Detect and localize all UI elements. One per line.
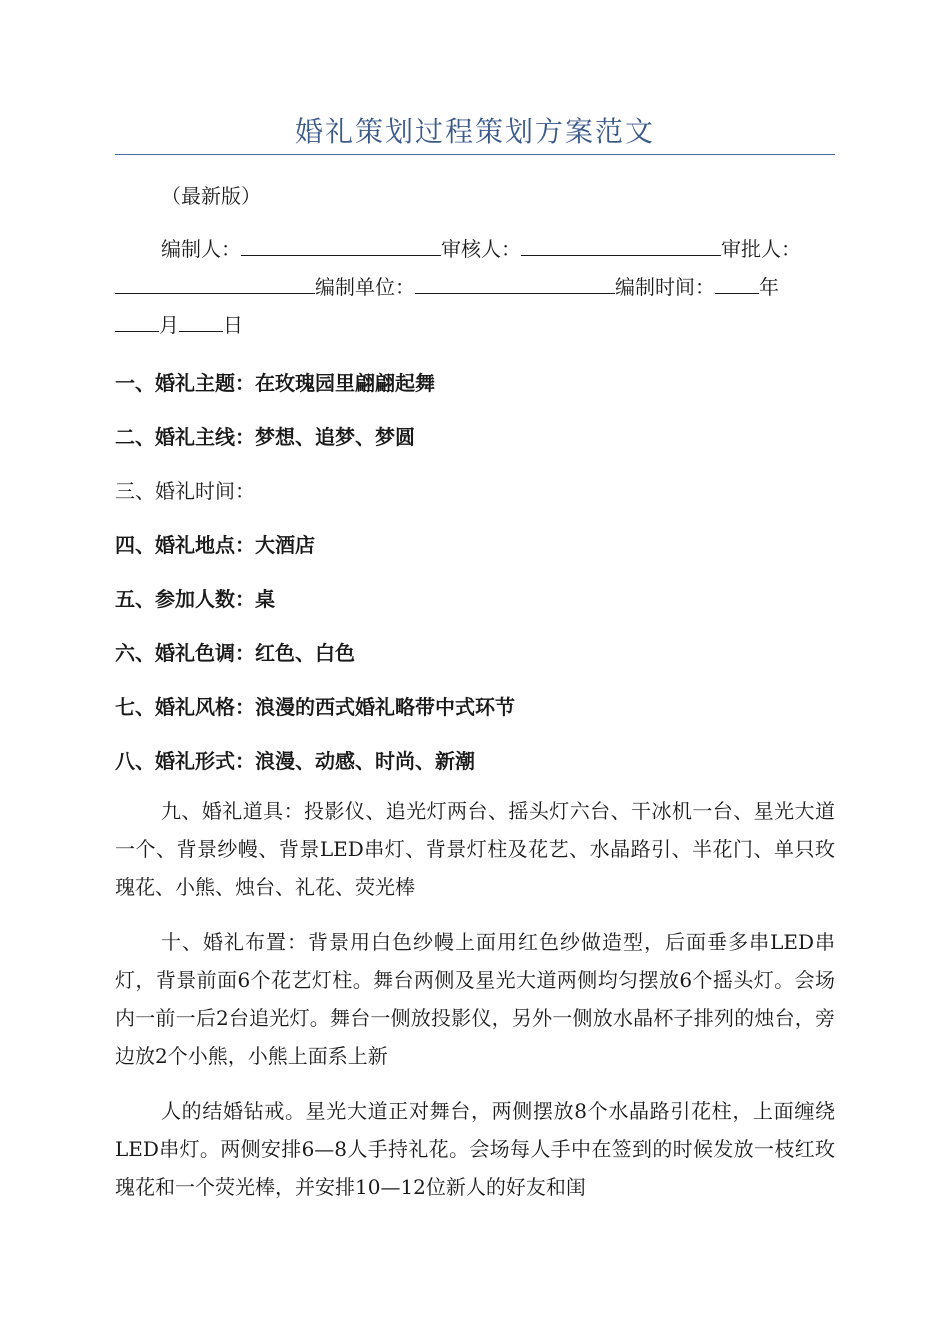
paragraph-setup: 十、婚礼布置：背景用白色纱幔上面用红色纱做造型，后面垂多串LED串灯，背景前面6个花艺灯柱。舞台两侧及星光大道两侧均匀摆放6个摇头灯。会场内一前一后2台追光灯。舞台一侧放投影仪，另外一侧放水晶杯子排列的烛台，旁边放2个小熊，小熊上面系上新	[115, 930, 835, 1068]
month-label: 月	[159, 313, 179, 337]
reviewer-blank	[521, 237, 721, 256]
document-title: 婚礼策划过程策划方案范文	[294, 115, 655, 148]
approver-label: 审批人：	[721, 237, 801, 261]
unit-blank	[415, 275, 615, 294]
signoff-block-line2	[115, 268, 835, 306]
year-label: 年	[759, 275, 779, 299]
paragraph-props: 九、婚礼道具：投影仪、追光灯两台、摇头灯六台、干冰机一台、星光大道一个、背景纱幔、背景LED串灯、背景灯柱及花艺、水晶路引、半花门、单只玫瑰花、小熊、烛台、礼花、荧光棒	[115, 799, 835, 899]
year-blank	[715, 275, 759, 294]
section-format: 八、婚礼形式：浪漫、动感、时尚、新潮	[115, 749, 475, 773]
section-guests: 五、参加人数：桌	[115, 587, 275, 611]
title-underline	[115, 154, 835, 155]
month-blank	[115, 313, 159, 332]
section-mainline: 二、婚礼主线：梦想、追梦、梦圆	[115, 425, 415, 449]
edition-label: （最新版）	[161, 184, 261, 208]
editor-blank	[241, 237, 441, 256]
day-blank	[179, 313, 223, 332]
section-venue: 四、婚礼地点：大酒店	[115, 533, 315, 557]
unit-label: 编制单位：	[315, 275, 415, 299]
paragraph-setup-cont: 人的结婚钻戒。星光大道正对舞台，两侧摆放8个水晶路引花柱，上面缠绕LED串灯。两侧安排6—8人手持礼花。会场每人手中在签到的时候发放一枝红玫瑰花和一个荧光棒，并安排10—12位新人的好友和闺	[115, 1099, 835, 1199]
signoff-block	[115, 230, 835, 268]
section-theme: 一、婚礼主题：在玫瑰园里翩翩起舞	[115, 371, 435, 395]
section-style: 七、婚礼风格：浪漫的西式婚礼略带中式环节	[115, 695, 515, 719]
section-colors: 六、婚礼色调：红色、白色	[115, 641, 355, 665]
time-label: 编制时间：	[615, 275, 715, 299]
day-label: 日	[223, 313, 243, 337]
editor-label: 编制人：	[161, 237, 241, 261]
section-time: 三、婚礼时间：	[115, 479, 255, 503]
signoff-block-line3	[115, 306, 835, 344]
reviewer-label: 审核人：	[441, 237, 521, 261]
approver-blank	[115, 275, 315, 294]
